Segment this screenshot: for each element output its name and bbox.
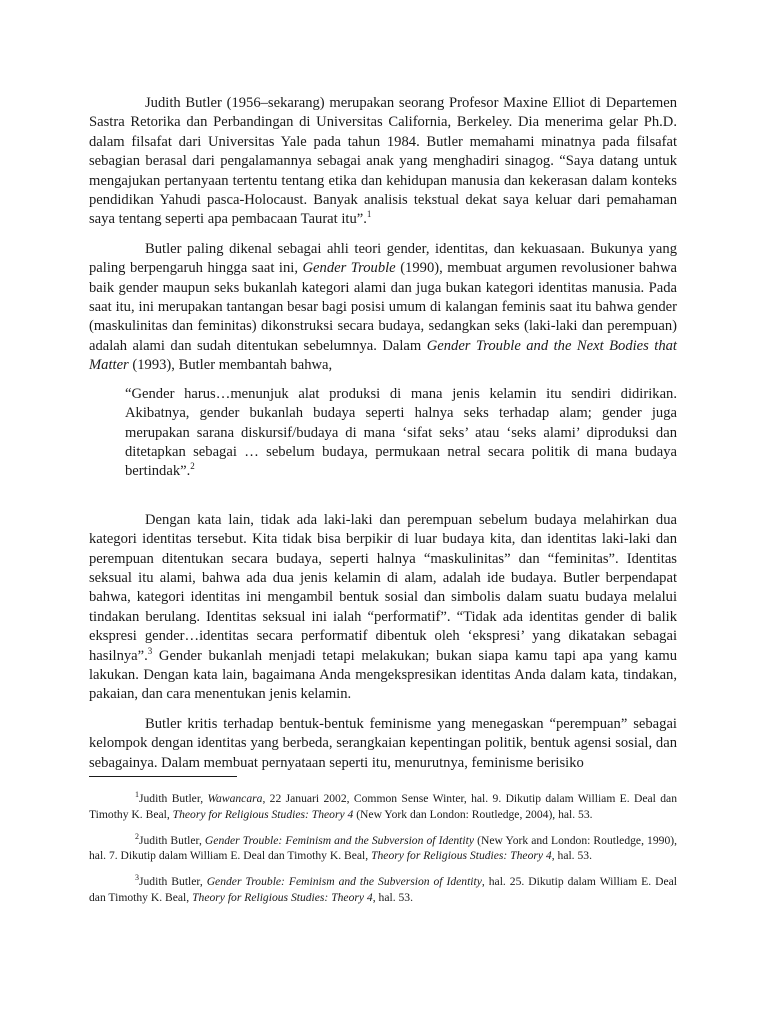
footnote-title: Theory for Religious Studies: Theory 4 <box>371 849 552 863</box>
footnote-text: Judith Butler, <box>139 875 207 889</box>
footnote-text: Judith Butler, <box>139 833 205 847</box>
paragraph-performativity <box>89 511 677 705</box>
paragraph-text: Dengan kata lain, tidak ada laki-laki dan perempuan sebelum budaya melahirkan dua kategori identitas tersebut. Kita tidak bisa berpikir di luar budaya kita, dan identitas laki-laki dan perempuan ditentukan secara budaya, seperti halnya “maskulinitas” dan “feminitas”. Identitas seksual itu alami, bahwa ada dua jenis kelamin di alam, adalah ide budaya. Butler berpendapat bahwa, kategori identitas ini mengambil bentuk sosial dan simbolis dalam suatu budaya melalui tindakan berulang. Identitas seksual ini ialah “performatif”. “Tidak ada identitas gender di balik ekspresi gender…identitas secara performatif dibentuk oleh ‘ekspresi’ yang dikatakan sebagai hasilnya”. <box>89 511 677 664</box>
book-title-next-bodies: Gender Trouble and the Next Bodies that Matter <box>89 337 677 374</box>
footnote-title: Theory for Religious Studies: Theory 4 <box>172 807 354 821</box>
footnote-number: 2 <box>135 831 139 841</box>
paragraph-feminism-critique <box>89 715 677 773</box>
quote-text: “Gender harus…menunjuk alat produksi di mana jenis kelamin itu sendiri didirikan. Akibatnya, gender bukanlah budaya seperti halnya seks terhadap alam; gender juga merupakan sarana diskursif/budaya di mana ‘sifat seks’ atau ‘seks alami’ diproduksi dan ditetapkan sebagai … sebelum budaya, permukaan netral secara politik di mana budaya bertindak”. <box>125 385 677 480</box>
paragraph-text: Butler paling dikenal sebagai ahli teori gender, identitas, dan kekuasaan. Bukunya yang paling berpengaruh hingga saat ini, <box>89 240 677 277</box>
footnote-title: Theory for Religious Studies: Theory 4 <box>192 890 373 904</box>
footnote-number: 3 <box>135 873 139 883</box>
paragraph-butler-biography <box>89 94 677 230</box>
footnote-1 <box>89 791 677 823</box>
footnote-number: 1 <box>135 790 139 799</box>
book-title-gender-trouble: Gender Trouble <box>302 260 396 277</box>
footnote-3 <box>89 874 677 906</box>
footnote-text: , hal. 25. Dikutip dalam William E. Deal dan Timothy K. Beal, <box>89 875 678 904</box>
paragraph-text: Butler kritis terhadap bentuk-bentuk feminisme yang menegaskan “perempuan” sebagai kelompok dengan identitas yang berbeda, serangkaian kepentingan politik, bentuk agensi sosial, dan sebagainya. Dalam membuat pernyataan seperti itu, menurutnya, feminisme berisiko <box>89 715 677 771</box>
block-quote <box>125 385 677 482</box>
footnote-separator <box>89 776 237 777</box>
paragraph-gender-theory <box>89 240 677 376</box>
footnote-text: , hal. 53. <box>551 849 592 863</box>
footnote-ref-2: 2 <box>190 461 195 472</box>
footnote-title: Gender Trouble: Feminism and the Subversion of Identity <box>206 875 482 889</box>
footnotes-section <box>89 791 677 916</box>
footnote-title: Gender Trouble: Feminism and the Subversion of Identity <box>204 833 474 847</box>
footnote-ref-3: 3 <box>147 645 153 656</box>
paragraph-text: Judith Butler (1956–sekarang) merupakan seorang Profesor Maxine Elliot di Departemen Sastra Retorika dan Perbandingan di Universitas California, Berkeley. Dia menerima gelar Ph.D. dalam filsafat dari Universitas Yale pada tahun 1984. Butler memahami minatnya pada filsafat sebagian berasal dari pengalamannya sebagai anak yang menghadiri sinagog. “Saya datang untuk mengajukan pertanyaan tertentu tentang etika dan kehidupan manusia dan kekerasan dalam konteks pendidikan Yahudi pasca-Holocaust. Banyak analisis tekstual dekat saya keluar dari pemahaman saya tentang seperti apa pembacaan Taurat itu”. <box>89 95 677 228</box>
footnote-text: , 22 Januari 2002, Common Sense Winter, hal. 9. Dikutip dalam William E. Deal dan Timothy K. Beal, <box>89 792 677 821</box>
paragraph-text: (1990), membuat argumen revolusioner bahwa baik gender maupun seks bukanlah kategori alami dan juga bukan kategori identitas manusia. Pada saat itu, ini merupakan tantangan besar bagi posisi umum di kalangan feminis saat itu bahwa gender (maskulinitas dan feminitas) dikonstruksi secara budaya, sedangkan seks (laki-laki dan perempuan) adalah alami dan sudah ditentukan sebelumnya. Dalam <box>89 260 677 354</box>
footnote-text: (New York dan London: Routledge, 2004), hal. 53. <box>353 807 593 821</box>
footnote-ref-1: 1 <box>366 209 372 220</box>
paragraph-text: Gender bukanlah menjadi tetapi melakukan; bukan siapa kamu tapi apa yang kamu lakukan. Dengan kata lain, bagaimana Anda mengekspresikan identitas Anda dalam kata, tindakan, pakaian, dan cara menentukan jenis kelamin. <box>89 647 677 703</box>
footnote-title: Wawancara <box>207 792 263 805</box>
paragraph-text: (1993), Butler membantah bahwa, <box>128 357 333 374</box>
footnote-2 <box>89 833 677 865</box>
footnote-text: (New York and London: Routledge, 1990), hal. 7. Dikutip dalam William E. Deal dan Timothy K. Beal, <box>89 833 677 863</box>
footnote-text: Judith Butler, <box>139 792 208 805</box>
footnote-text: , hal. 53. <box>372 890 413 904</box>
document-body <box>89 94 677 773</box>
